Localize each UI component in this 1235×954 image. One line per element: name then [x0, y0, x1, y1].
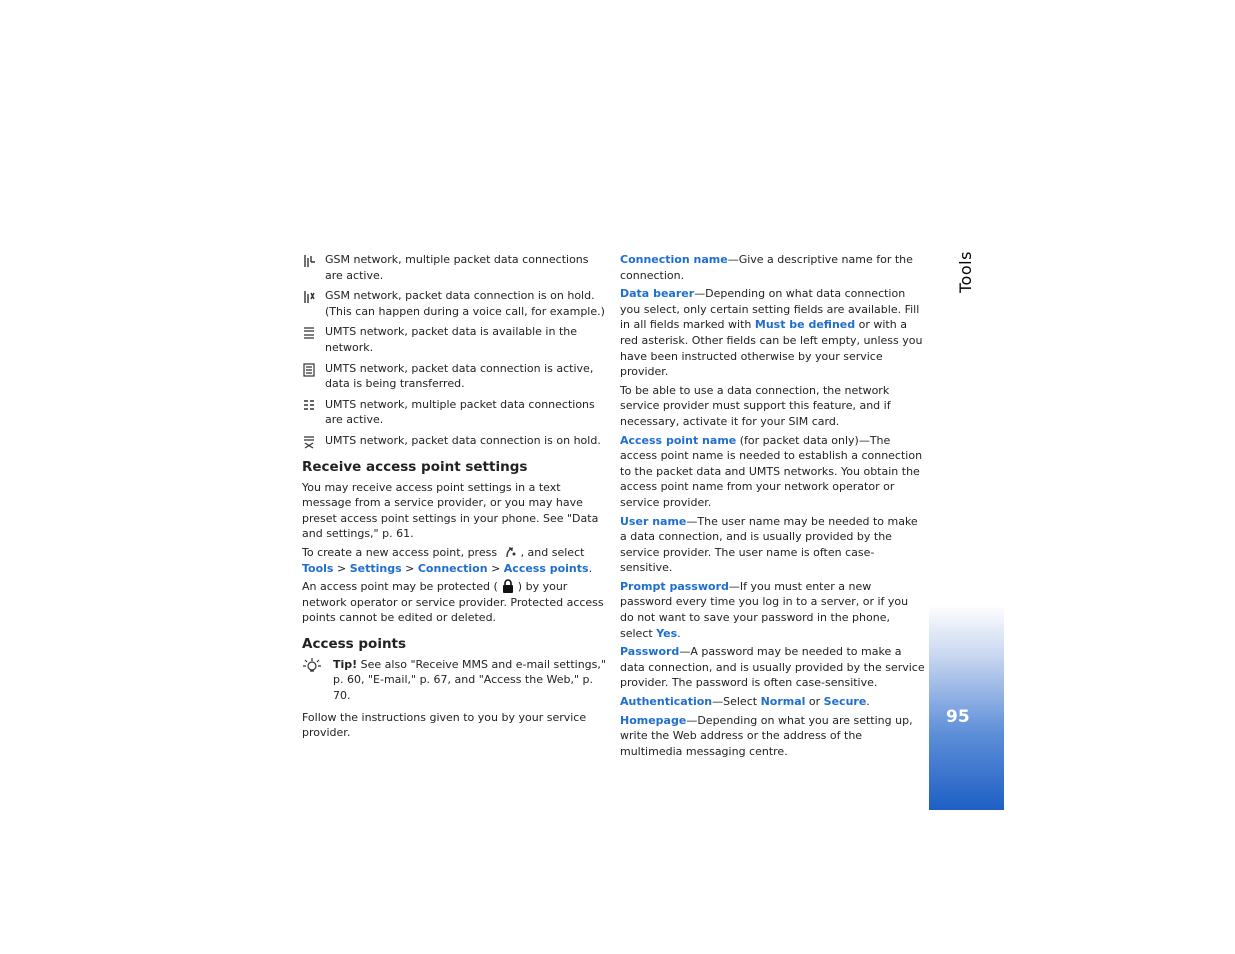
description: or with a red asterisk. Other fields can be left empty, unless you have been instructed otherwise by your service provider.	[620, 318, 923, 379]
list-item-text: UMTS network, packet data connection is on hold.	[325, 433, 601, 447]
menu-link-tools[interactable]: Tools	[302, 561, 334, 575]
term: Connection name	[620, 253, 728, 266]
tip-text: See also "Receive MMS and e-mail settings," p. 60, "E-mail," p. 67, and "Access the Web," p. 70.	[333, 657, 606, 703]
list-item	[302, 288, 607, 319]
lock-icon	[500, 579, 516, 593]
term: User name	[620, 514, 687, 528]
lightbulb-icon	[302, 657, 322, 677]
description: —Give a descriptive name for the connection.	[620, 253, 913, 282]
separator: >	[491, 561, 501, 575]
text: or	[808, 695, 821, 709]
setting-authentication	[620, 694, 925, 710]
description: —Depending on what data connection you select, only certain setting fields are available. Fill in all fields marked with	[620, 287, 920, 332]
paragraph	[302, 579, 607, 626]
punct: .	[677, 626, 681, 640]
section-heading: Access points	[302, 635, 407, 652]
separator: >	[336, 561, 347, 575]
term: Must be defined	[754, 318, 856, 332]
gsm-multi-packet-icon	[302, 254, 316, 268]
note-paragraph: To be able to use a data connection, the network service provider must support this feature, and if necessary, activate it for your SIM card.	[620, 383, 891, 428]
umts-multi-packet-icon	[302, 399, 316, 413]
option-normal: Normal	[760, 695, 806, 709]
list-item	[302, 252, 607, 283]
term: Password	[620, 645, 680, 659]
menu-link-access-points[interactable]: Access points	[503, 561, 589, 575]
paragraph: You may receive access point settings in a text message from a service provider, or you may have preset access point settings in your phone. See "Data and settings," p. 61.	[302, 480, 599, 541]
chapter-title: Tools	[956, 251, 975, 293]
description: —If you must enter a new password every time you log in to a server, or if you do not want to save your password in the phone, select	[620, 579, 909, 640]
option-secure: Secure	[823, 695, 867, 709]
description: —A password may be needed to make a data connection, and is usually provided by the service provider. The password is often case-sensitive.	[620, 645, 925, 690]
term: Prompt password	[620, 579, 729, 593]
separator: >	[405, 561, 415, 575]
paragraph: Follow the instructions given to you by your service provider.	[302, 710, 587, 740]
menu-link-settings[interactable]: Settings	[349, 561, 402, 575]
description: —Select	[712, 695, 758, 709]
setting-access-point-name	[620, 433, 925, 511]
list-item	[302, 324, 607, 355]
list-item	[302, 361, 607, 392]
text: An access point may be protected (	[302, 580, 498, 594]
description: (for packet data only)—The access point name is needed to establish a connection to the packet data and UMTS networks. You obtain the access point name from your network operator or service provider.	[620, 433, 923, 509]
list-item-text: UMTS network, packet data is available in the network.	[325, 325, 578, 354]
list-item	[302, 433, 607, 449]
term: Access point name	[620, 433, 737, 447]
umts-active-packet-icon	[302, 363, 316, 377]
text: ) by your network operator or service provider. Protected access points cannot be edited or deleted.	[302, 580, 604, 625]
page-number: 95	[946, 707, 970, 727]
left-column	[302, 252, 607, 744]
menu-link-connection[interactable]: Connection	[417, 561, 488, 575]
term: Yes	[656, 626, 678, 640]
menu-key-icon	[503, 545, 519, 559]
setting-connection-name	[620, 252, 925, 283]
list-item-text: UMTS network, packet data connection is active, data is being transferred.	[325, 361, 594, 391]
setting-user-name	[620, 514, 925, 576]
tip-label: Tip!	[333, 657, 358, 671]
list-item-text: GSM network, multiple packet data connections are active.	[325, 253, 589, 282]
description: —Depending on what you are setting up, write the Web address or the address of the multimedia messaging centre.	[620, 713, 913, 758]
text: , and select	[520, 545, 585, 559]
section-heading: Receive access point settings	[302, 458, 528, 475]
paragraph: To create a new access point, press , and select Tools > Settings > Connection > Access points.	[302, 545, 593, 575]
setting-data-bearer	[620, 286, 925, 380]
umts-available-packet-icon	[302, 326, 316, 340]
gsm-hold-packet-icon	[302, 290, 316, 304]
setting-prompt-password	[620, 579, 925, 641]
text: To create a new access point, press	[302, 545, 498, 559]
list-item-text: GSM network, packet data connection is on hold. (This can happen during a voice call, for example.)	[325, 289, 605, 318]
setting-homepage	[620, 713, 925, 760]
umts-hold-packet-icon	[302, 435, 316, 449]
term: Homepage	[620, 713, 687, 727]
list-item-text: UMTS network, multiple packet data connections are active.	[325, 397, 595, 427]
term: Authentication	[620, 695, 713, 709]
list-item	[302, 397, 607, 428]
description: —The user name may be needed to make a data connection, and is usually provided by the service provider. The user name is often case-sensitive.	[620, 514, 918, 575]
term: Data bearer	[620, 287, 695, 301]
setting-password	[620, 644, 925, 691]
tip-box	[302, 657, 607, 704]
right-column	[620, 252, 925, 762]
punct: .	[866, 695, 870, 709]
